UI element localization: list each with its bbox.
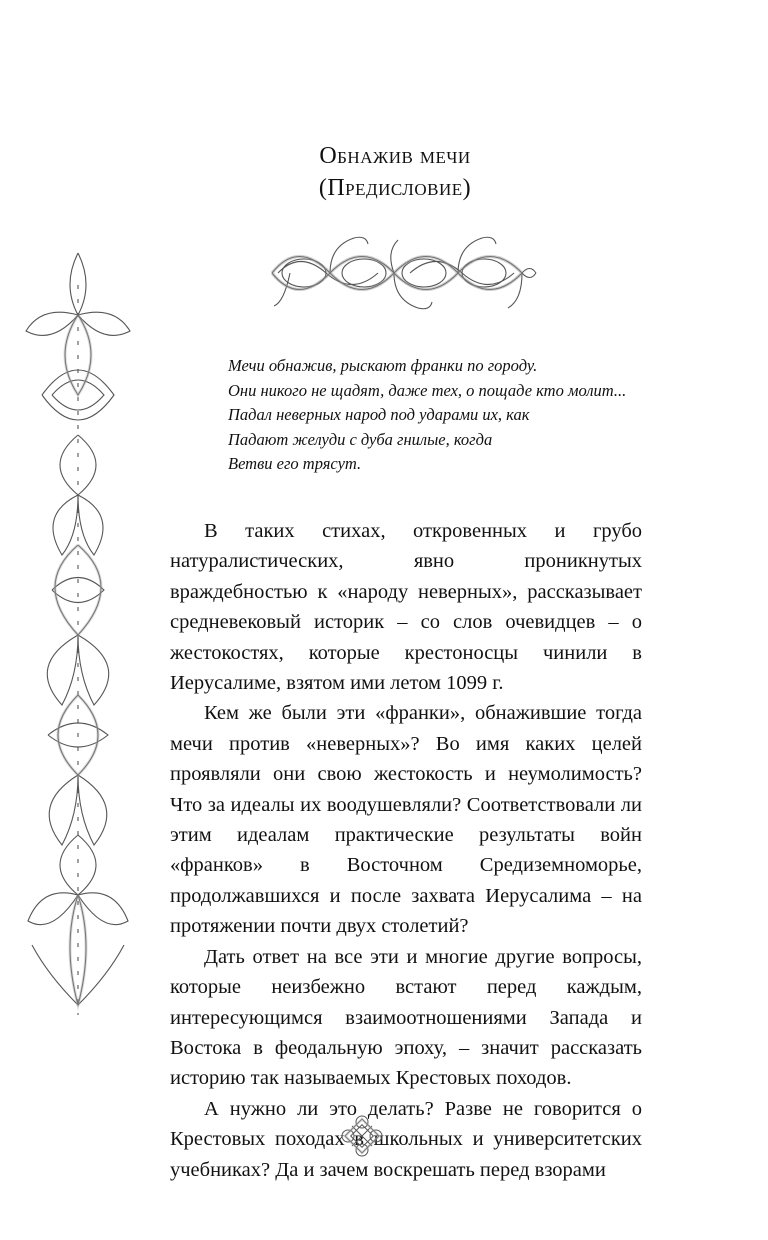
epigraph-line: Они никого не щадят, даже тех, о пощаде кто молит... [228,380,627,400]
page-title [230,140,560,204]
epigraph-line: Падают желуди с дуба гнилые, когда [228,429,493,449]
paragraph: Кем же были эти «франки», обнажившие тогда мечи против «неверных»? Во имя каких целей проявляли они свою жестокость и неумолимость? Что за идеалы их воодушевляли? Соответствовали ли этим идеалам практические результаты войн «франков» в Восточном Средиземноморье, продолжавшихся и после захвата Иерусалима – на протяжении почти двух столетий? [170,702,642,938]
title-line-2: (Предисловие) [318,175,472,201]
epigraph-line: Мечи обнажив, рыскают франки по городу. [228,356,538,375]
celtic-knot-side-border [22,245,150,1025]
paragraph: В таких стихах, откровенных и грубо натуралистических, явно проникнутых враждебностью к «народу неверных», рассказывает средневековый историк – со слов очевидцев – о жестокостях, которые крестоносцы чинили в Иерусалиме, взятом ими летом 1099 г. [170,520,642,695]
epigraph-line: Ветви его трясут. [228,454,362,473]
paragraph: А нужно ли это делать? Разве не говорится о Крестовых походах в школьных и университетских учебниках? Да и зачем воскрешать перед взорами [170,1097,642,1181]
celtic-knot-band-ornament [268,232,540,314]
epigraph-line: Падал неверных народ под ударами их, как [228,405,530,424]
epigraph [228,354,668,477]
paragraph: Дать ответ на все эти и многие другие вопросы, которые неизбежно встают перед каждым, интересующимся взаимоотношениями Запада и Востока в феодальную эпоху, – значит рассказать историю так называемых Крестовых походов. [170,945,642,1090]
body-text [170,516,642,1185]
title-line-1: Обнажив мечи [319,143,471,169]
celtic-knot-rosette-ornament [338,1112,386,1160]
